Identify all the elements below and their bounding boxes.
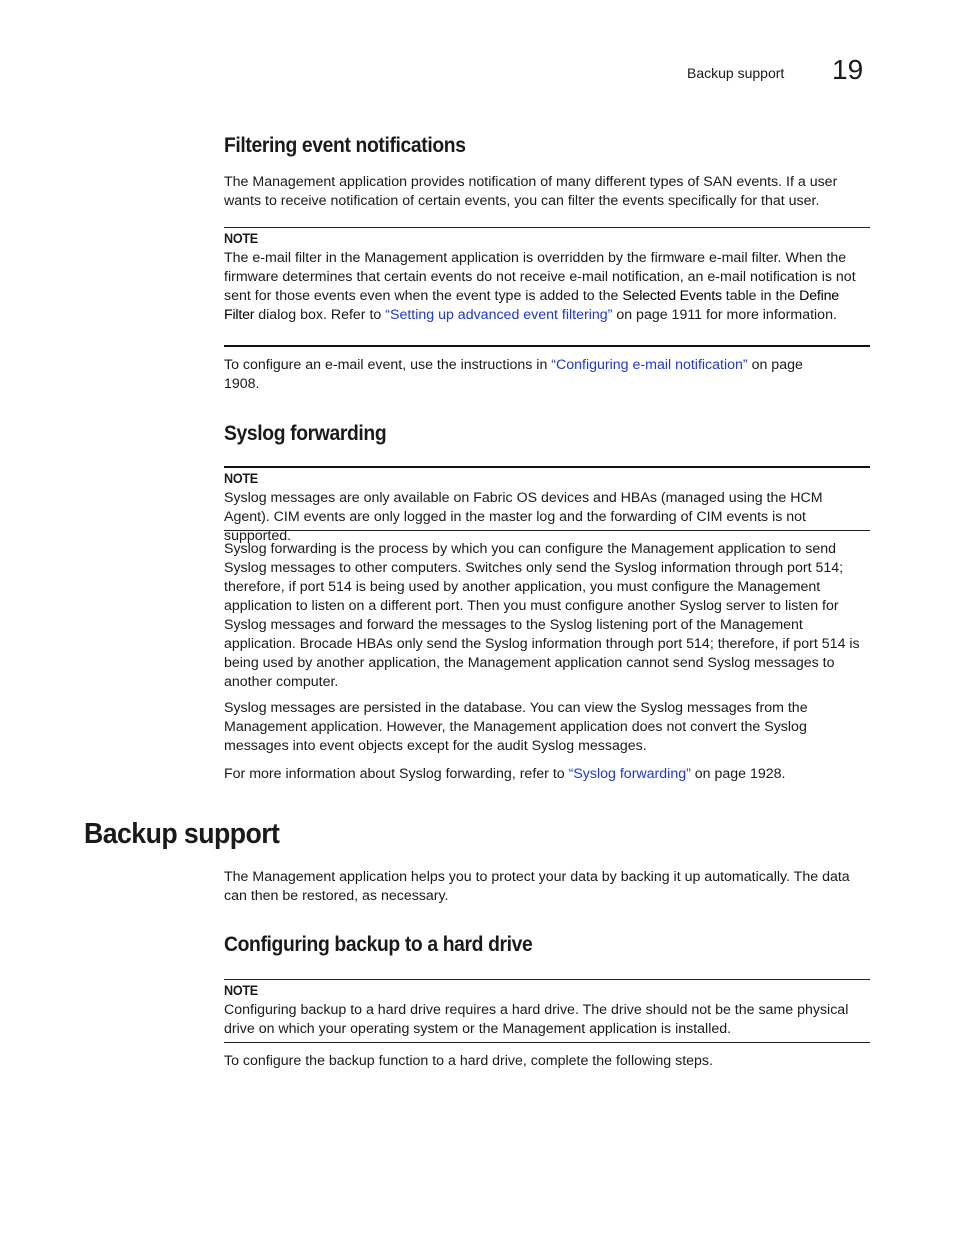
- note-label: NOTE: [224, 982, 258, 998]
- backup-intro-paragraph: The Management application helps you to protect your data by backing it up automatically. The data can then be restored, as necessary.: [224, 869, 850, 904]
- note-text-part1: The e-mail filter in the Management application is overridden by the firmware e-mail filter. When the firmware determines that certain events do not receive e-mail notification, an e-mail notification is not sent for those events even when the event type is added to the: [224, 250, 856, 304]
- syslog-note: [224, 469, 870, 546]
- note-label: NOTE: [224, 470, 258, 486]
- chapter-number: 19: [832, 54, 864, 85]
- note-text-part2: table in the: [721, 288, 800, 304]
- syslog-note-text: Syslog messages are only available on Fabric OS devices and HBAs (managed using the HCM Agent). CIM events are only logged in the master log and the forwarding of CIM events is not supported.: [224, 490, 823, 544]
- syslog-paragraph-1: Syslog forwarding is the process by which you can configure the Management application to send Syslog messages to other computers. Switches only send the Syslog information through port 514; therefore, if port 514 is being used by another application, you must configure the Management application to listen on a different port. Then you must configure another Syslog server to listen for Syslog messages and forward the messages to the Syslog listening port of the Management application. Brocade HBAs only send the Syslog information through port 514; therefore, if port 514 is being used by another application, the Management application cannot send Syslog messages to another computer.: [224, 541, 860, 690]
- running-header-section: Backup support: [687, 65, 785, 81]
- note-top-rule: [224, 979, 870, 980]
- config-text-part2: on page 1908.: [224, 357, 803, 392]
- hard-drive-note: [224, 981, 870, 1039]
- note-text-part4: on page 1911 for more information.: [612, 307, 837, 323]
- heading-syslog-forwarding: Syslog forwarding: [224, 422, 387, 445]
- syslog-more-info-paragraph: [224, 765, 870, 784]
- selected-events-ui-label: Selected Events: [622, 288, 722, 304]
- heading-filtering-event-notifications: Filtering event notifications: [224, 134, 466, 157]
- note-text-part3: dialog box. Refer to: [254, 307, 386, 323]
- filtering-note: [224, 229, 870, 325]
- define-filter-ui-label: Define Filter: [224, 288, 839, 323]
- hard-drive-note-text: Configuring backup to a hard drive requires a hard drive. The drive should not be the same physical drive on which your operating system or the Management application is installed.: [224, 1002, 849, 1037]
- note-top-rule: [224, 466, 870, 468]
- note-top-rule: [224, 227, 870, 228]
- link-configuring-email-notification[interactable]: “Configuring e-mail notification”: [551, 357, 748, 373]
- heading-backup-support: Backup support: [84, 818, 280, 850]
- heading-configuring-backup-to-hard-drive: Configuring backup to a hard drive: [224, 933, 533, 956]
- link-syslog-forwarding[interactable]: “Syslog forwarding”: [568, 766, 691, 782]
- configure-email-paragraph: [224, 356, 824, 394]
- note-bottom-rule: [224, 530, 870, 531]
- hard-drive-steps-paragraph: To configure the backup function to a hard drive, complete the following steps.: [224, 1053, 713, 1069]
- more-text-part1: For more information about Syslog forwarding, refer to: [224, 766, 569, 782]
- config-text-part1: To configure an e-mail event, use the instructions in: [224, 357, 552, 373]
- filtering-intro-paragraph: The Management application provides notification of many different types of SAN events. If a user wants to receive notification of certain events, you can filter the events specifically for that user.: [224, 174, 838, 209]
- note-label: NOTE: [224, 230, 258, 246]
- link-setting-up-advanced-event-filtering[interactable]: “Setting up advanced event filtering”: [385, 307, 613, 323]
- note-bottom-rule: [224, 345, 870, 347]
- note-bottom-rule: [224, 1042, 870, 1043]
- syslog-paragraph-2: Syslog messages are persisted in the database. You can view the Syslog messages from the Management application. However, the Management application does not convert the Syslog messages into event objects except for the audit Syslog messages.: [224, 700, 808, 754]
- more-text-part2: on page 1928.: [690, 766, 786, 782]
